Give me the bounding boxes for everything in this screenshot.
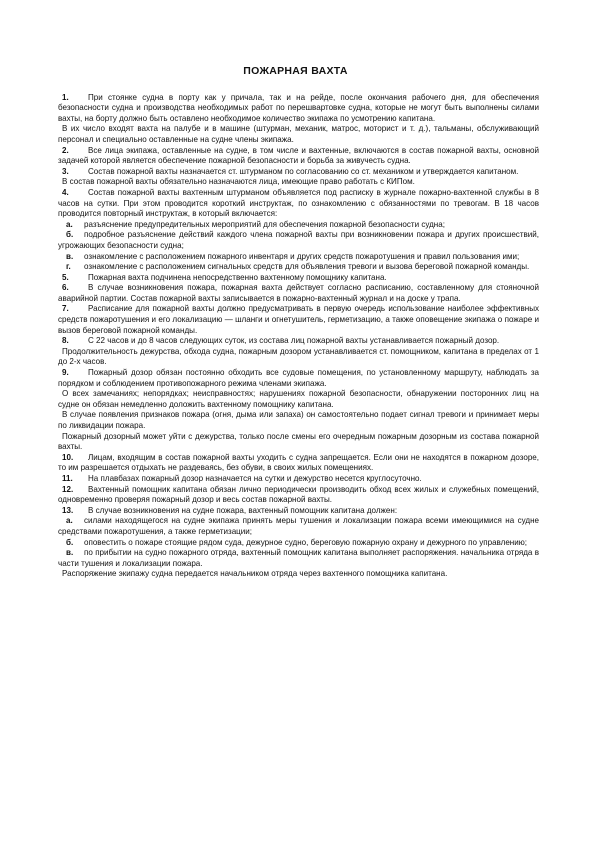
paragraph-text: Лицам, входящим в состав пожарной вахты уходить с судна запрещается. Если они не находятся в пожарном дозоре, то им разрешается отдыхать не раздеваясь, без обуви, в своих жилых помещениях. [58, 452, 539, 473]
subitem-letter: б. [66, 537, 74, 547]
paragraph [58, 220, 539, 231]
paragraph [58, 93, 539, 125]
paragraph-number: 11. [62, 473, 73, 483]
paragraph-text: подробное разъяснение действий каждого члена пожарной вахты при возникновении пожара и других происшествий, угрожающих безопасности судна; [58, 230, 539, 250]
paragraph-number: 2. [62, 145, 69, 155]
paragraph-text: Состав пожарной вахты назначается ст. штурманом по согласованию со ст. механиком и утверждается капитаном. [88, 166, 519, 176]
paragraph-number: 13. [62, 505, 74, 515]
paragraph [58, 506, 539, 517]
paragraph-number: 7. [62, 304, 69, 314]
paragraph-number: 5. [62, 272, 69, 282]
paragraph [58, 124, 539, 145]
paragraph [58, 273, 539, 284]
paragraph [58, 569, 539, 580]
paragraph-number: 1. [62, 92, 69, 102]
paragraph-text: Вахтенный помощник капитана обязан лично периодически производить обход всех жилых и служебных помещений, одновременно проверяя пожарный дозор и весь состав пожарной вахты. [58, 484, 539, 505]
subitem-letter: в. [66, 251, 74, 261]
paragraph-text: силами находящегося на судне экипажа принять меры тушения и локализации пожара всеми имеющимися на судне средствами пожаротушения, а также герметизации; [58, 516, 539, 536]
paragraph-text: Все лица экипажа, оставленные на судне, в том числе и вахтенные, включаются в состав пожарной вахты, основной задачей которой является обеспечение пожарной безопасности и борьба за живучесть судна. [58, 145, 539, 166]
paragraph-text: ознакомление с расположением сигнальных средств для объявления тревоги и вызова береговой пожарной команды. [84, 262, 530, 272]
paragraph [58, 230, 539, 251]
paragraph-text: На плавбазах пожарный дозор назначается на сутки и дежурство несется круглосуточно. [88, 473, 422, 483]
paragraph [58, 538, 539, 549]
paragraph [58, 336, 539, 347]
paragraph-text: по прибытии на судно пожарного отряда, вахтенный помощник капитана выполняет распоряжения. начальника отряда в части тушения и локализации пожара. [58, 548, 539, 568]
subitem-letter: г. [66, 262, 71, 272]
paragraph [58, 146, 539, 167]
subitem-letter: а. [66, 516, 73, 526]
paragraph [58, 474, 539, 485]
paragraph-text: Продолжительность дежурства, обхода судна, пожарным дозором устанавливается ст. помощником, капитана в пределах от 1 до 2-х часов. [58, 346, 539, 367]
paragraph-number: 10. [62, 452, 74, 462]
paragraph-number: 12. [62, 484, 74, 494]
paragraph-text: В случае возникновения пожара, пожарная вахта действует согласно расписанию, составленному для стояночной аварийной партии. Состав пожарной вахты записывается в пожарно-вахтенный журнал и на доске у трапа. [58, 283, 539, 303]
paragraph-text: Пожарная вахта подчинена непосредственно вахтенному помощнику капитана. [88, 272, 387, 282]
paragraph-number: 9. [62, 368, 69, 378]
paragraph-number: 3. [62, 166, 69, 176]
paragraph-number: 6. [62, 283, 69, 293]
paragraph [58, 347, 539, 368]
paragraph [58, 262, 539, 273]
page-title: ПОЖАРНАЯ ВАХТА [243, 65, 348, 77]
paragraph-text: Пожарный дозорный может уйти с дежурства, только после смены его очередным пожарным дозорным из состава пожарной вахты. [58, 431, 539, 452]
paragraph [58, 188, 539, 220]
paragraph-list [58, 93, 539, 580]
paragraph-text: В случае возникновения на судне пожара, вахтенный помощник капитана должен: [88, 505, 398, 515]
paragraph-text: ознакомление с расположением пожарного инвентаря и других средств пожаротушения и правил пользования ими; [84, 251, 520, 261]
paragraph-text: В их число входят вахта на палубе и в машине (штурман, механик, матрос, моторист и т. д.), тальманы, обслуживающий персонал и специально оставленные на судне члены экипажа. [58, 124, 539, 144]
paragraph [58, 304, 539, 336]
paragraph-text: В случае появления признаков пожара (огня, дыма или запаха) он самостоятельно подает сигнал тревоги и принимает меры по ликвидации пожара. [58, 410, 539, 430]
paragraph [58, 548, 539, 569]
subitem-letter: а. [66, 219, 73, 229]
paragraph-text: разъяснение предупредительных мероприятий для обеспечения пожарной безопасности судна; [84, 219, 445, 229]
paragraph [58, 368, 539, 389]
subitem-letter: в. [66, 548, 74, 558]
paragraph [58, 389, 539, 410]
paragraph-text: Состав пожарной вахты вахтенным штурманом объявляется под расписку в журнале пожарно-вахтенной службы в 8 часов на сутки. При этом проводится короткий инструктаж, по ознакомлению с обязанностями по тревогам. В 18 часов проводится повторный инструктаж, в который включается: [58, 187, 539, 219]
paragraph [58, 485, 539, 506]
subitem-letter: б. [66, 230, 74, 240]
paragraph-text: Пожарный дозор обязан постоянно обходить все судовые помещения, по установленному маршруту, наблюдать за порядком и соблюдением противопожарного режима членами экипажа. [58, 368, 539, 388]
paragraph-text: В состав пожарной вахты обязательно назначаются лица, имеющие право работать с КИПом. [62, 177, 415, 187]
paragraph-text: оповестить о пожаре стоящие рядом суда, дежурное судно, береговую пожарную охрану и дежурного по управлению; [84, 537, 528, 547]
paragraph-text: О всех замечаниях; непорядках; неисправностях; нарушениях пожарной безопасности, обнаружении посторонних лиц на судне он обязан немедленно доложить вахтенному помощнику капитана. [58, 389, 539, 409]
paragraph-text: При стоянке судна в порту как у причала, так и на рейде, после окончания рабочего дня, для обеспечения безопасности судна и производства необходимых работ по перешвартовке судна, которые не могут быть выполнены силами вахты, на борту должно быть оставлено необходимое количество экипажа по усмотрению капитана. [58, 92, 539, 123]
paragraph [58, 432, 539, 453]
paragraph-text: Расписание для пожарной вахты должно предусматривать в первую очередь использование наиболее эффективных средств пожаротушения и его локализацию — шланги и огнетушитель, герметизацию, а также оповещение экипажа о пожаре и вызов береговой пожарной команды. [58, 304, 539, 335]
paragraph-text: Распоряжение экипажу судна передается начальником отряда через вахтенного помощника капитана. [62, 569, 448, 579]
paragraph [58, 252, 539, 263]
document-page [58, 66, 539, 580]
paragraph [58, 410, 539, 431]
paragraph [58, 167, 539, 178]
paragraph [58, 516, 539, 537]
paragraph-number: 8. [62, 336, 69, 346]
paragraph-number: 4. [62, 187, 69, 197]
paragraph [58, 283, 539, 304]
paragraph-text: С 22 часов и до 8 часов следующих суток, из состава лиц пожарной вахты устанавливается пожарный дозор. [88, 336, 500, 346]
paragraph [58, 453, 539, 474]
paragraph [58, 177, 539, 188]
